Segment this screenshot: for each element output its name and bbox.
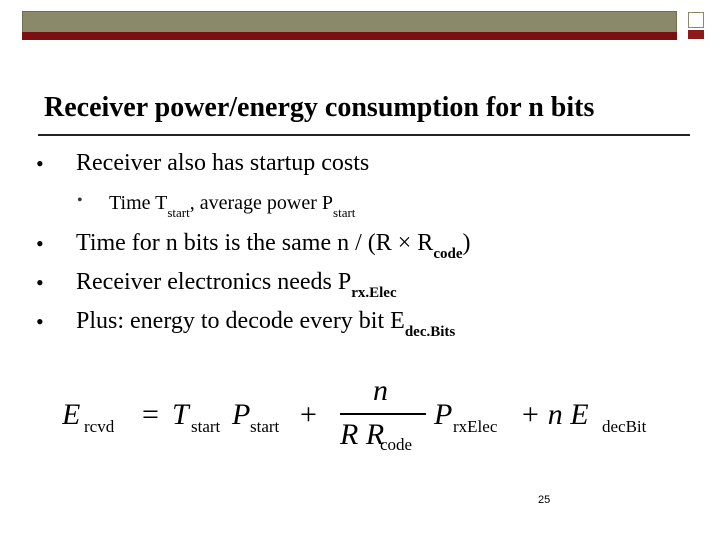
bullet-2: • Time for n bits is the same $n / (R \times R_{code})$ bbox=[36, 230, 471, 262]
formula-lhs-sub: rcvd bbox=[84, 417, 115, 436]
bullet-1: • Receiver also has startup costs bbox=[36, 150, 370, 176]
formula-pe-sub: rxElec bbox=[453, 417, 498, 436]
bullet-dot-icon: • bbox=[36, 151, 44, 176]
formula-last-sub: decBit bbox=[602, 417, 647, 436]
formula-plus-1: + bbox=[300, 398, 317, 431]
formula-pe: P bbox=[434, 398, 453, 431]
formula-numerator: n bbox=[373, 378, 388, 407]
formula-lhs: E bbox=[62, 398, 81, 431]
title-divider bbox=[38, 134, 690, 136]
bullet-dot-icon: • bbox=[36, 270, 44, 295]
sub-bullet: • Time $T_{start}$, average power $P_{start}$ bbox=[77, 192, 356, 220]
formula-p: P bbox=[232, 398, 251, 431]
formula-t: T bbox=[172, 398, 189, 431]
formula-t-sub: start bbox=[191, 417, 221, 436]
formula-denominator: R R bbox=[340, 418, 385, 450]
sub-bullet-dot-icon: • bbox=[77, 192, 83, 209]
formula-p-sub: start bbox=[250, 417, 280, 436]
page-number: 25 bbox=[538, 494, 551, 506]
formula-denominator-sub: code bbox=[380, 435, 413, 450]
header-accent-bar bbox=[22, 32, 677, 40]
corner-square-red-icon bbox=[688, 30, 704, 39]
bullet-dot-icon: • bbox=[36, 231, 44, 256]
bullet-4: • Plus: energy to decode every bit $E_{dec.Bits}$ bbox=[36, 308, 456, 340]
bullet-dot-icon: • bbox=[36, 309, 44, 334]
bullet-3: • Receiver electronics needs $P_{rx.Elec}$ bbox=[36, 269, 397, 301]
slide-title: Receiver power/energy consumption for n bits bbox=[44, 92, 595, 123]
formula-last: + n E bbox=[520, 398, 589, 431]
formula-eq: = bbox=[142, 398, 159, 431]
corner-square-icon bbox=[688, 12, 704, 28]
energy-formula bbox=[62, 378, 672, 450]
